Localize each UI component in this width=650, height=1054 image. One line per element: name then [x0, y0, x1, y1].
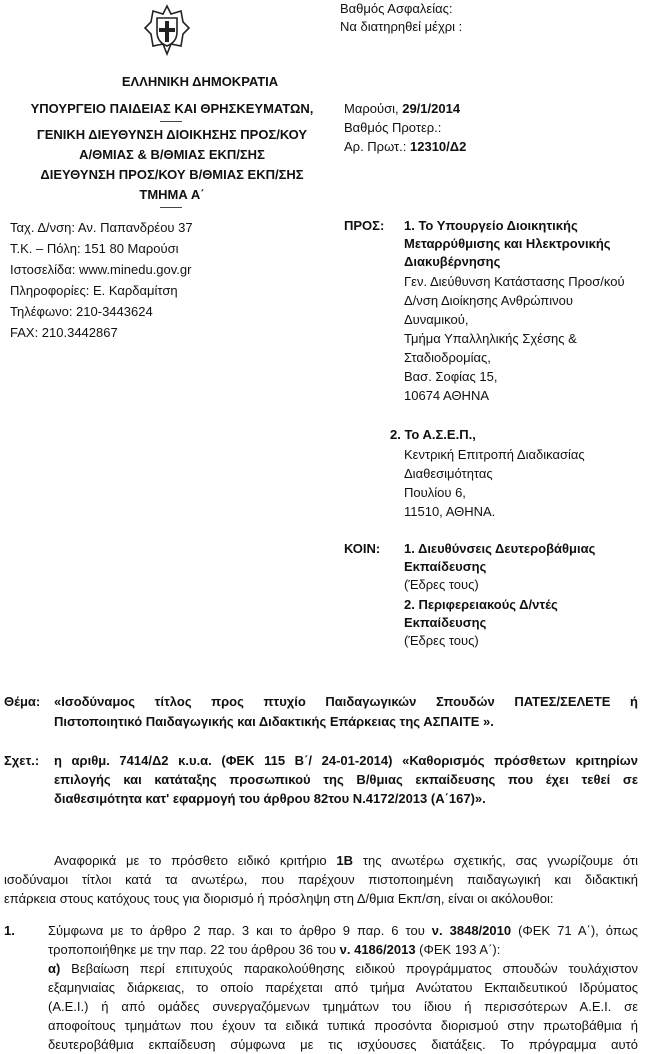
- issuer-country: ΕΛΛΗΝΙΚΗ ΔΗΜΟΚΡΑΤΙΑ: [121, 74, 279, 89]
- recipient-1-title: Μεταρρύθμισης και Ηλεκτρονικής: [404, 236, 611, 251]
- to-label: ΠΡΟΣ:: [344, 218, 385, 233]
- recipient-1-title: Διακυβέρνησης: [404, 254, 501, 269]
- contact-fax: FAX: 210.3442867: [10, 325, 118, 340]
- recipient-1-line: Σταδιοδρομίας,: [404, 350, 491, 365]
- recipient-1-title: 1. Το Υπουργείο Διοικητικής: [404, 218, 578, 233]
- retention-label: Να διατηρηθεί μέχρι :: [340, 19, 463, 34]
- security-level: Βαθμός Ασφαλείας:: [340, 1, 453, 16]
- recipient-1-line: 10674 ΑΘΗΝΑ: [404, 388, 490, 403]
- subject-label: Θέμα:: [4, 694, 41, 709]
- cc-2-note: (Έδρες τους): [404, 633, 479, 648]
- separator: [160, 207, 182, 208]
- recipient-1-line: Δυναμικού,: [404, 312, 469, 327]
- recipient-2-line: Πουλίου 6,: [404, 485, 466, 500]
- department-line: ΤΜΗΜΑ Α΄: [139, 187, 205, 202]
- protocol-number: Αρ. Πρωτ.: 12310/Δ2: [344, 139, 467, 154]
- cc-1-title: Εκπαίδευσης: [404, 559, 487, 574]
- recipient-2-line: Κεντρική Επιτροπή Διαδικασίας: [404, 447, 585, 462]
- contact-phone: Τηλέφωνο: 210-3443624: [10, 304, 153, 319]
- recipient-1-line: Δ/νση Διοίκησης Ανθρώπινου: [404, 293, 573, 308]
- subject-line: «Ισοδύναμος τίτλος προς πτυχίο Παιδαγωγικών Σπουδών ΠΑΤΕΣ/ΣΕΛΕΤΕ ή: [54, 694, 638, 709]
- hellenic-emblem: [143, 4, 191, 56]
- subject-line: Πιστοποιητικό Παιδαγωγικής και Διδακτικής Επάρκειας της ΑΣΠΑΙΤΕ ».: [54, 714, 494, 729]
- directorate-line: ΔΙΕΥΘΥΝΣΗ ΠΡΟΣ/ΚΟΥ Β/ΘΜΙΑΣ ΕΚΠ/ΣΗΣ: [40, 167, 304, 182]
- item-line: αποφοίτους τμημάτων που έχουν τα ειδικά τυπικά προσόντα διορισμού στην πρωτοβάθμια ή: [48, 1018, 638, 1033]
- contact-postcode: Τ.Κ. – Πόλη: 151 80 Μαρούσι: [10, 241, 179, 256]
- directorate-line: Α/ΘΜΙΑΣ & Β/ΘΜΙΑΣ ΕΚΠ/ΣΗΣ: [79, 147, 265, 162]
- reference-line: διαθεσιμότητα κατ' εφαρμογή του άρθρου 82του Ν.4172/2013 (Α΄167)».: [54, 791, 486, 806]
- intro-line: επάρκεια στους κατόχους τους για διορισμό ή πρόσληψη στη Δ/θμια Εκπ/ση, είναι οι ακόλουθοι:: [4, 891, 554, 906]
- priority-label: Βαθμός Προτερ.:: [344, 120, 442, 135]
- recipient-1-line: Βασ. Σοφίας 15,: [404, 369, 498, 384]
- item-line: α) Βεβαίωση περί επιτυχούς παρακολούθησης ειδικού προγράμματος σπουδών τουλάχιστον: [48, 961, 638, 976]
- item-line: τροποποιήθηκε με την παρ. 22 του άρθρου 36 του ν. 4186/2013 (ΦΕΚ 193 Α΄):: [48, 942, 501, 957]
- item-line: (Α.Ε.Ι.) ή από ομάδες συνεργαζόμενων τμημάτων του ίδιου ή περισσότερων Α.Ε.Ι. σε: [48, 999, 638, 1014]
- document-date: Μαρούσι, 29/1/2014: [344, 101, 461, 116]
- item-line: Σύμφωνα με το άρθρο 2 παρ. 3 και το άρθρο 9 παρ. 6 του ν. 3848/2010 (ΦΕΚ 71 Α΄), όπως: [48, 923, 638, 938]
- item-line: εξαμηνιαίας διάρκειας, το οποίο παρέχεται από τμήμα Ανώτατου Εκπαιδευτικού Ιδρύματος: [48, 980, 638, 995]
- item-line: δευτεροβάθμια εκπαίδευση σύμφωνα με τις ισχύουσες διατάξεις. Το πρόγραμμα αυτό: [48, 1037, 638, 1052]
- contact-address: Ταχ. Δ/νση: Αν. Παπανδρέου 37: [10, 220, 193, 235]
- cc-2-title: Εκπαίδευσης: [404, 615, 487, 630]
- reference-line: επιλογής και κατάταξης προσωπικού της Β/θμιας εκπαίδευσης που έχει τεθεί σε: [54, 772, 638, 787]
- cc-1-title: 1. Διευθύνσεις Δευτεροβάθμιας: [404, 541, 596, 556]
- reference-label: Σχετ.:: [4, 753, 40, 768]
- recipient-1-line: Γεν. Διεύθυνση Κατάστασης Προσ/κού: [404, 274, 625, 289]
- cc-1-note: (Έδρες τους): [404, 577, 479, 592]
- cc-2-title: 2. Περιφερειακούς Δ/ντές: [404, 597, 558, 612]
- intro-line: Αναφορικά με το πρόσθετο ειδικό κριτήριο 1Β της ανωτέρω σχετικής, σας γνωρίζουμε ότι: [54, 853, 638, 868]
- recipient-2-title: 2. Το Α.Σ.Ε.Π.,: [390, 427, 476, 442]
- contact-person: Πληροφορίες: Ε. Καρδαμίτση: [10, 283, 178, 298]
- reference-line: η αριθμ. 7414/Δ2 κ.υ.α. (ΦΕΚ 115 Β΄/ 24-01-2014) «Καθορισμός πρόσθετων κριτηρίων: [54, 753, 638, 768]
- issuer-ministry: ΥΠΟΥΡΓΕΙΟ ΠΑΙΔΕΙΑΣ ΚΑΙ ΘΡΗΣΚΕΥΜΑΤΩΝ,: [30, 101, 314, 116]
- contact-website: Ιστοσελίδα: www.minedu.gov.gr: [10, 262, 192, 277]
- separator: [160, 121, 182, 122]
- cc-label: ΚΟΙΝ:: [344, 541, 381, 556]
- item-number: 1.: [4, 923, 15, 938]
- recipient-1-line: Τμήμα Υπαλληλικής Σχέσης &: [404, 331, 577, 346]
- intro-line: ισοδύναμοι τίτλοι κατά τα ανωτέρω, που παρέχουν πιστοποιημένη παιδαγωγική και διδακτική: [4, 872, 638, 887]
- directorate-line: ΓΕΝΙΚΗ ΔΙΕΥΘΥΝΣΗ ΔΙΟΙΚΗΣΗΣ ΠΡΟΣ/ΚΟΥ: [36, 127, 308, 142]
- recipient-2-line: 11510, ΑΘΗΝΑ.: [404, 504, 496, 519]
- recipient-2-line: Διαθεσιμότητας: [404, 466, 493, 481]
